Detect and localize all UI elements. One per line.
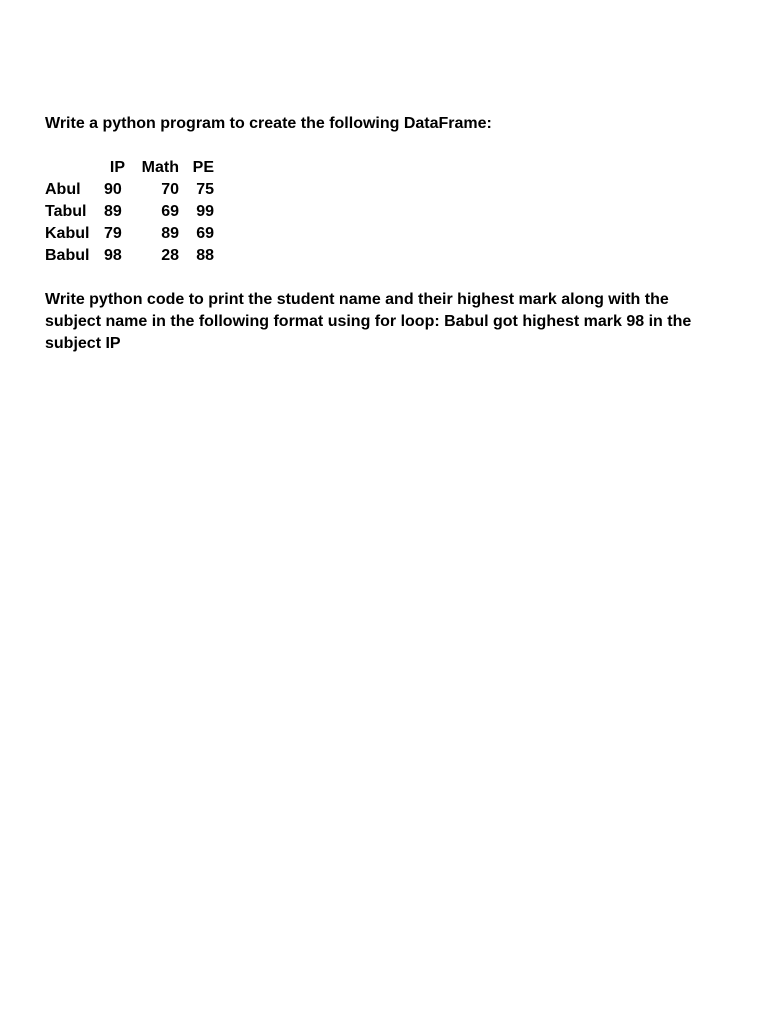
question-one-text: Write a python program to create the following DataFrame: — [45, 115, 492, 132]
cell-pe: 99 — [196, 203, 214, 220]
column-header-ip: IP — [109, 159, 125, 176]
cell-math: 89 — [161, 225, 179, 242]
cell-ip: 98 — [104, 247, 122, 264]
cell-ip: 90 — [104, 181, 122, 198]
row-label: Kabul — [45, 225, 90, 242]
row-label: Tabul — [45, 203, 87, 220]
cell-math: 28 — [161, 247, 179, 264]
column-header-pe: PE — [192, 159, 214, 176]
question-two-text: Write python code to print the student name and their highest mark along with the subject name in the following format using for loop: Babul got highest mark 98 in the subject IP — [45, 291, 692, 352]
cell-pe: 69 — [196, 225, 214, 242]
cell-pe: 88 — [196, 247, 214, 264]
column-header-math: Math — [141, 159, 179, 176]
cell-pe: 75 — [196, 181, 214, 198]
cell-math: 69 — [161, 203, 179, 220]
cell-math: 70 — [161, 181, 179, 198]
row-label: Abul — [45, 181, 81, 198]
cell-ip: 79 — [104, 225, 122, 242]
cell-ip: 89 — [104, 203, 122, 220]
row-label: Babul — [45, 247, 90, 264]
